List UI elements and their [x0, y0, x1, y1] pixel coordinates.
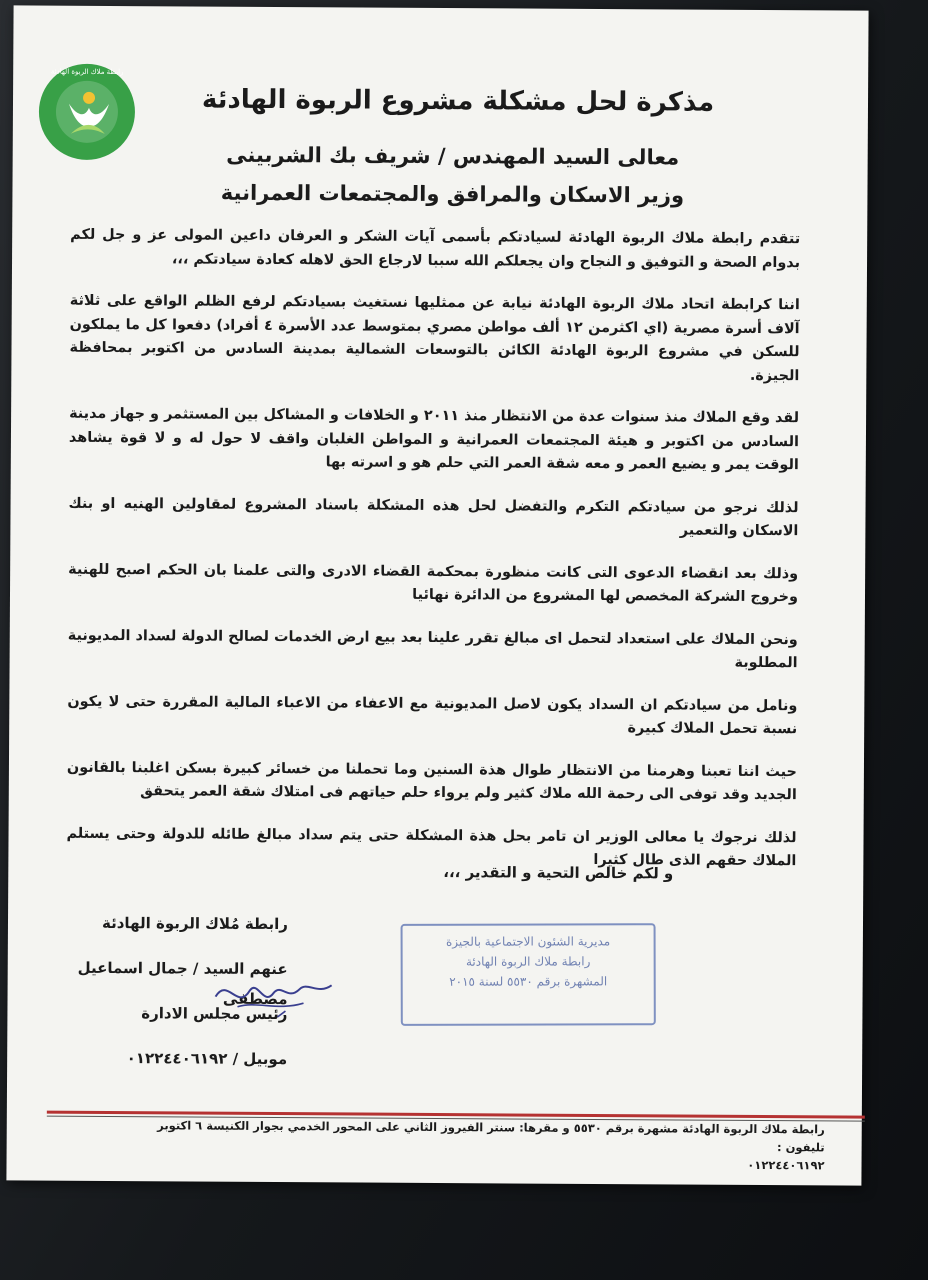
stamp-line: مديرية الشئون الاجتماعية بالجيزة [445, 934, 611, 949]
paragraph: ونامل من سيادتكم ان السداد يكون لاصل المديونية مع الاعفاء من الاعباء المالية المقررة حتى لا يكون نسبة تحمل الملاك كبيرة [67, 693, 798, 738]
closing-greeting: و لكم خالص التحية و التقدير ،،، [443, 863, 674, 883]
document-page [6, 5, 868, 1185]
association-logo-icon [39, 64, 136, 161]
signature-mobile: موبيل / ٠١٢٢٤٤٠٦١٩٢ [126, 1049, 288, 1069]
logo-caption: رابطة ملاك الربوة الهادئة [50, 67, 124, 77]
signature-org: رابطة مُلاك الربوة الهادئة [101, 913, 289, 934]
signature-name: عنهم السيد / جمال اسماعيل مصطفى [77, 958, 288, 1009]
signature-role: رئيس مجلس الادارة [141, 1004, 288, 1024]
paragraph: لقد وقع الملاك منذ سنوات عدة من الانتظار منذ ٢٠١١ و الخلافات و المشاكل بين المستثمر و جهاز مدينة السادس من اكتوبر و هيئة المجتمعات العمرانية و المواطن الغلبان واقف لا حول له و لا قوة يشاهد الوقت يمر و يضيع العمر و معه شقة العمر التي حلم هو و اسرته بها [68, 405, 800, 474]
footer-phone: ٠١٢٢٤٤٠٦١٩٢ [747, 1157, 825, 1173]
paragraph: لذلك نرجوك يا معالى الوزير ان تامر بحل هذة المشكلة حتى يتم سداد مبالغ طائله للدولة وحتى يستلم الملاك حقهم الذى طال كثيرا [66, 825, 797, 870]
stamp-line: المشهرة برقم ٥٥٣٠ لسنة ٢٠١٥ [449, 974, 608, 989]
memo-body [66, 224, 800, 893]
paragraph: تتقدم رابطة ملاك الربوة الهادئة لسيادتكم بأسمى آيات الشكر و العرفان داعين المولى عز و جل لكم بدوام الصحة و التوفيق و النجاح وان يجعلكم الله سببا لارجاع الحق لاهله كعادة سيادتكم ،،، [70, 226, 801, 271]
paragraph: ونحن الملاك على استعداد لتحمل اى مبالغ تقرر علينا بعد بيع ارض الخدمات لصالح الدولة لسداد المديونية المطلوبة [67, 627, 798, 672]
paragraph: لذلك نرجو من سيادتكم التكرم والتفضل لحل هذه المشكلة باسناد المشروع لمقاولين الهنيه او بنك الاسكان والتعمير [68, 495, 799, 540]
paragraph: حيث اننا تعبنا وهرمنا من الانتظار طوال هذة السنين وما تحملنا من خسائر كبيرة بسكن اغلبنا بالقانون الجديد وقد توفى الى رحمة الله ملاك كثير ولم يرواء حلم حياتهم فى امتلاك شقة العمر يتحقق [66, 759, 797, 804]
paragraph: وذلك بعد انقضاء الدعوى التى كانت منظورة بمحكمة القضاء الادرى والتى علمنا بان الحكم اصبح للهنية وخروج الشركة المخصص لها المشروع من الدائرة نهائيا [68, 561, 799, 606]
minister-position-line: وزير الاسكان والمرافق والمجتمعات العمرانية [220, 180, 685, 208]
letterhead-footer [136, 1116, 824, 1174]
official-stamp [401, 923, 656, 1026]
addressee-line: معالى السيد المهندس / شريف بك الشربينى [226, 142, 680, 170]
stamp-line: رابطة ملاك الربوة الهادئة [465, 954, 591, 969]
footer-address: رابطة ملاك الربوة الهادئة مشهرة برقم ٥٥٣٠ و مقرها: سنتر الفيروز الثاني على المحور الخدمي بجوار الكنيسة ٦ اكتوبر تليفون : [157, 1118, 825, 1155]
paragraph: اننا كرابطة اتحاد ملاك الربوة الهادئة نيابة عن ممثليها نستغيث بسيادتكم لرفع الظلم الواقع على ثلاثة آلاف أسرة مصرية (اي اكثرمن ١٢ ألف مواطن مصري بمتوسط عدد الأسرة ٤ أفراد) دفعوا كل ما يملكون للسكن في مشروع الربوة الهادئة الكائن بالتوسعات الشمالية بمدينة السادس من اكتوبر بمحافظة الجيزة. [69, 292, 800, 384]
handwritten-signature-icon [207, 967, 337, 1028]
memo-title: مذكرة لحل مشكلة مشروع الربوة الهادئة [201, 84, 715, 118]
